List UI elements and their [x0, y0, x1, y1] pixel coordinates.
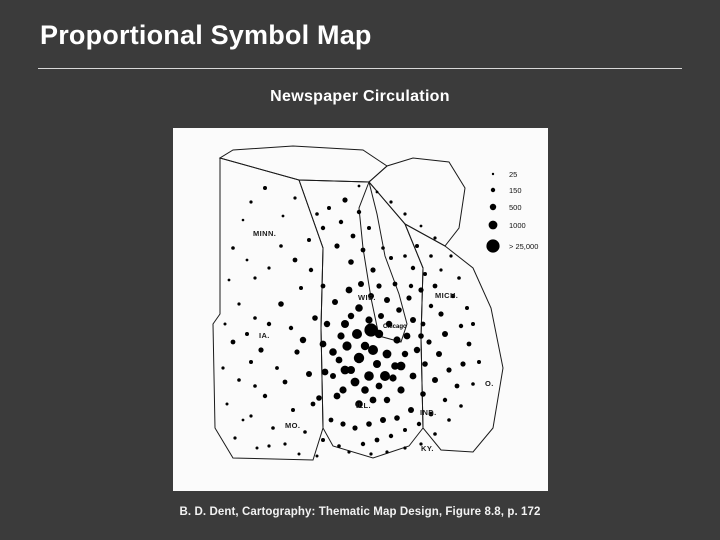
- state-label-o: O.: [485, 379, 494, 388]
- proportional-symbol-map-figure: [173, 128, 548, 491]
- map-legend: [486, 170, 538, 253]
- page-title: Proportional Symbol Map: [40, 20, 372, 50]
- title-divider: [38, 68, 682, 69]
- source-caption: B. D. Dent, Cartography: Thematic Map Design, Figure 8.8, p. 172: [179, 506, 541, 518]
- legend-label-3: 1000: [509, 221, 526, 230]
- state-label-ky: KY.: [421, 444, 434, 453]
- legend-label-4: > 25,000: [509, 242, 539, 251]
- state-label-wis: WIS.: [358, 293, 376, 302]
- outline-north-lakes: [369, 158, 465, 246]
- city-label-chicago: Chicago: [383, 324, 407, 330]
- state-label-mo: MO.: [285, 421, 301, 430]
- proportional-symbols: [221, 185, 481, 458]
- state-label-ia: IA.: [259, 331, 270, 340]
- legend-label-2: 500: [509, 203, 522, 212]
- legend-label-1: 150: [509, 186, 522, 195]
- state-label-ill: ILL.: [356, 401, 371, 410]
- state-label-mich: MICH.: [435, 291, 459, 300]
- outline-west: [213, 158, 323, 460]
- map-subtitle: Newspaper Circulation: [270, 88, 450, 105]
- state-label-minn: MINN.: [253, 229, 277, 238]
- state-labels: [253, 229, 494, 453]
- map-outlines: [213, 146, 503, 460]
- state-label-ind: IND.: [420, 408, 437, 417]
- outline-north-border: [220, 146, 387, 182]
- map-svg: [173, 128, 548, 491]
- legend-label-0: 25: [509, 170, 518, 179]
